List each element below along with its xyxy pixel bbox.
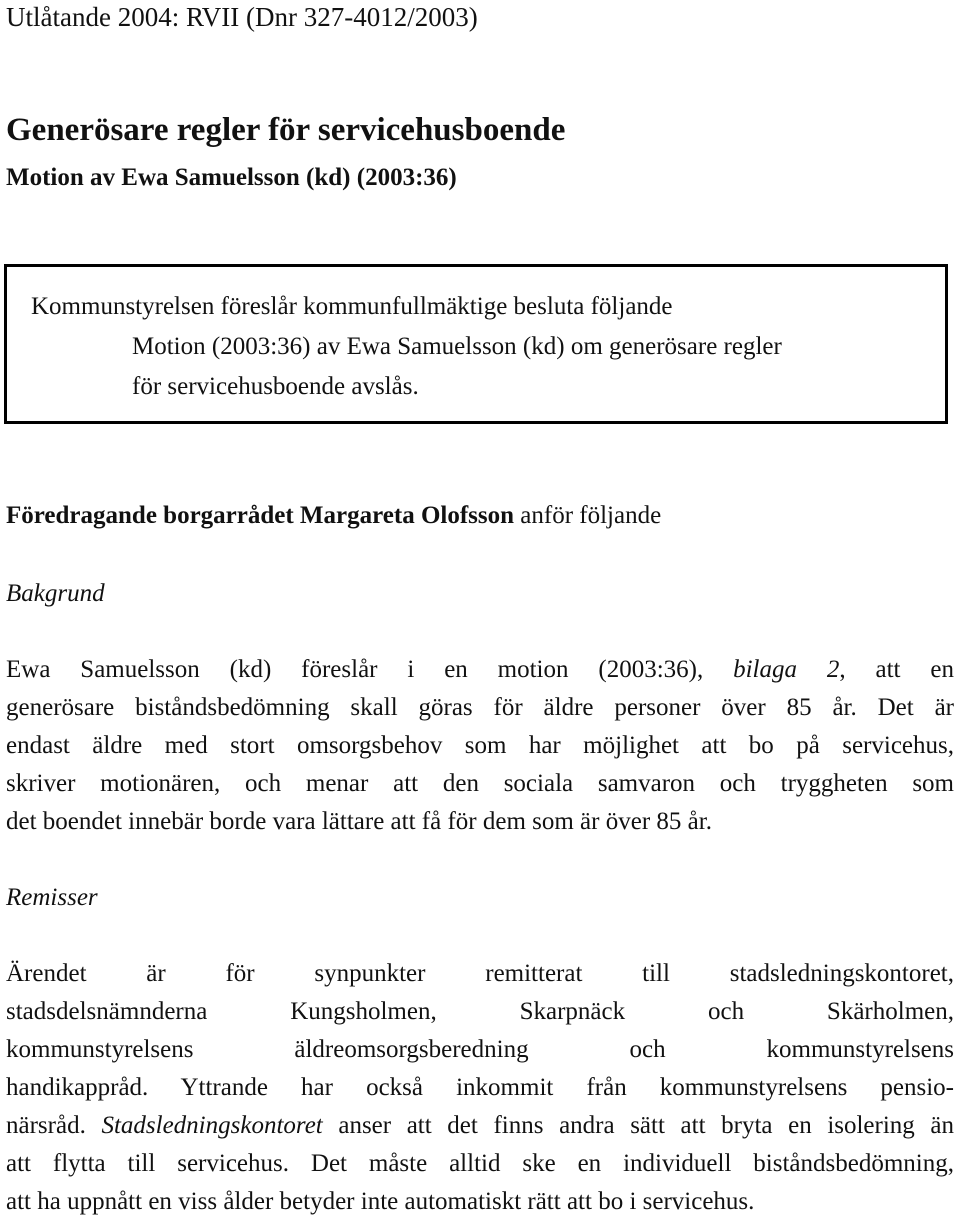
remisser-line-5	[6, 1112, 954, 1140]
decision-line-1: Kommunstyrelsen föreslår kommunfullmäktige besluta följande	[31, 293, 673, 320]
bakgrund-line-4: skriver motionären, och menar att den sociala samvaron och tryggheten som	[6, 770, 954, 797]
document-header: Utlåtande 2004: RVII (Dnr 327-4012/2003)	[6, 2, 478, 32]
bakgrund-line-1	[6, 656, 954, 684]
section-heading-bakgrund: Bakgrund	[6, 580, 105, 607]
remisser-line-7: att ha uppnått en viss ålder betyder inte automatiskt rätt att bo i servicehus.	[6, 1188, 755, 1215]
decision-box	[4, 264, 948, 424]
stadsledningskontoret-ref: Stadsledningskontoret	[101, 1112, 323, 1139]
bakgrund-line-5: det boendet innebär borde vara lättare att få för dem som är över 85 år.	[6, 808, 712, 835]
bilaga-ref: bilaga 2	[733, 656, 840, 683]
remisser-line-6: att flytta till servicehus. Det måste alltid ske en individuell biståndsbedömning,	[6, 1150, 954, 1177]
presenter-rest: anför följande	[514, 502, 662, 529]
remisser-text: anser att det finns andra sätt att bryta en isolering än	[322, 1112, 955, 1139]
remisser-line-4: handikappråd. Yttrande har också inkommit från kommunstyrelsens pensio-	[6, 1074, 954, 1101]
presenter-name: Föredragande borgarrådet Margareta Olofsson	[6, 502, 515, 529]
page-title: Generösare regler för servicehusboende	[6, 112, 566, 148]
remisser-line-1: Ärendet är för synpunkter remitterat till stadsledningskontoret,	[6, 960, 954, 987]
decision-line-3: för servicehusboende avslås.	[132, 373, 419, 400]
remisser-line-3: kommunstyrelsens äldreomsorgsberedning och kommunstyrelsens	[6, 1036, 954, 1063]
remisser-text: närsråd.	[6, 1112, 86, 1139]
decision-line-2: Motion (2003:36) av Ewa Samuelsson (kd) om generösare regler	[132, 333, 782, 360]
bakgrund-text: Ewa Samuelsson (kd) föreslår i en motion (2003:36),	[6, 656, 734, 683]
bakgrund-line-3: endast äldre med stort omsorgsbehov som har möjlighet att bo på servicehus,	[6, 732, 954, 759]
remisser-line-2: stadsdelsnämnderna Kungsholmen, Skarpnäck och Skärholmen,	[6, 998, 954, 1025]
section-heading-remisser: Remisser	[6, 884, 98, 911]
presenter-line	[6, 502, 661, 530]
bakgrund-line-2: generösare biståndsbedömning skall göras för äldre personer över 85 år. Det är	[6, 694, 954, 721]
bakgrund-text: , att en	[839, 656, 954, 683]
page-subtitle: Motion av Ewa Samuelsson (kd) (2003:36)	[6, 164, 457, 191]
